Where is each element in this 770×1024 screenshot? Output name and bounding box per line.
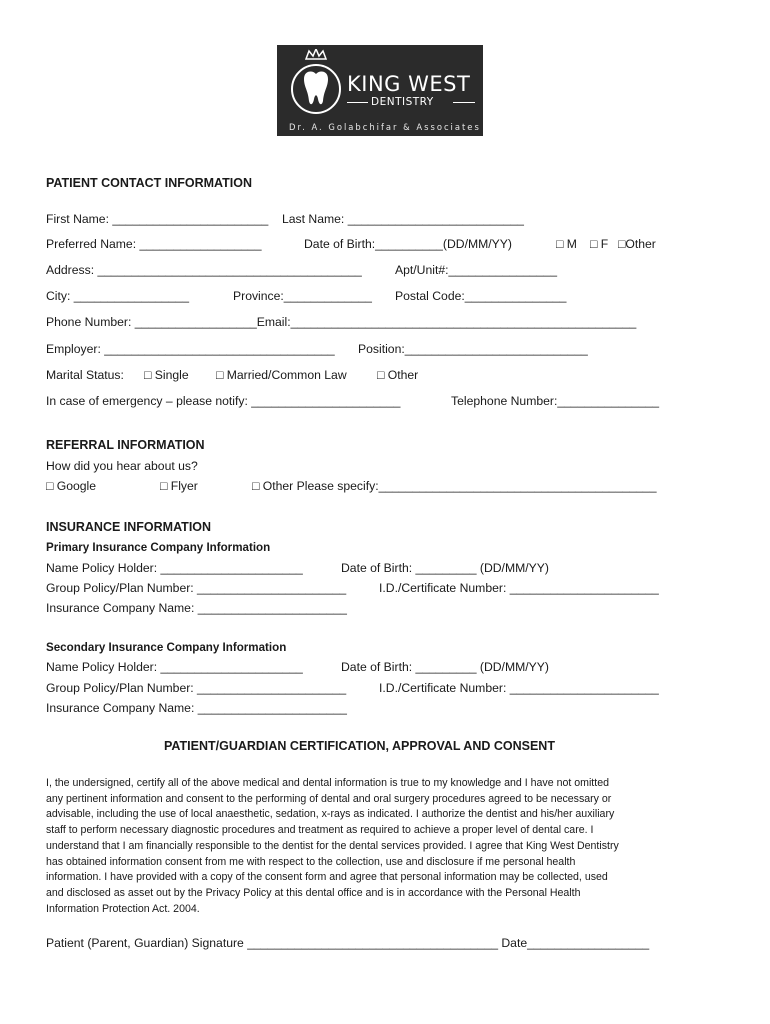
province-field[interactable]: Province:_____________ [233,289,372,303]
phone-email-field[interactable]: Phone Number: __________________Email:___________________________________________________ [46,315,637,329]
primary-group-field[interactable]: Group Policy/Plan Number: ______________________ [46,581,347,595]
consent-heading: PATIENT/GUARDIAN CERTIFICATION, APPROVAL AND CONSENT [164,739,555,753]
consent-line: advisable, including the use of local anaesthetic, sedation, x-rays as indicated. I authorize the dentist and his/her auxiliary [46,808,615,821]
city-field[interactable]: City: _________________ [46,289,189,303]
primary-dob-field[interactable]: Date of Birth: _________ (DD/MM/YY) [341,561,549,575]
primary-insurance-heading: Primary Insurance Company Information [46,541,271,554]
sex-m-checkbox[interactable]: □ M [556,237,577,251]
consent-line: Information Protection Act. 2004. [46,902,200,915]
married-checkbox[interactable]: □ Married/Common Law [216,368,347,382]
insurance-heading: INSURANCE INFORMATION [46,520,212,534]
logo-associates: Dr. A. Golabchifar & Associates [289,122,481,132]
logo-sub: DENTISTRY [371,96,434,108]
consent-paragraph [46,776,686,917]
emergency-contact-field[interactable]: In case of emergency – please notify: ______________________ [46,394,401,408]
tooth-crown-icon [285,49,347,117]
apt-field[interactable]: Apt/Unit#:________________ [395,263,557,277]
logo-brand: KING WEST [347,72,471,96]
consent-line: any pertinent information and consent to the performing of dental and oral surgery procedures agreed to be necessary or [46,792,612,805]
dob-field[interactable]: Date of Birth:__________(DD/MM/YY) [304,237,512,251]
flyer-checkbox[interactable]: □ Flyer [160,479,198,493]
primary-certificate-field[interactable]: I.D./Certificate Number: ______________________ [379,581,659,595]
clinic-logo [277,45,483,136]
marital-status-label: Marital Status: [46,368,124,382]
sex-f-checkbox[interactable]: □ F [590,237,609,251]
referral-heading: REFERRAL INFORMATION [46,438,205,452]
consent-line: staff to perform necessary diagnostic procedures and treatment as required to achieve a proper level of dental care. I [46,824,594,837]
contact-heading: PATIENT CONTACT INFORMATION [46,176,252,190]
google-checkbox[interactable]: □ Google [46,479,97,493]
address-field[interactable]: Address: _______________________________________ [46,263,362,277]
preferred-name-field[interactable]: Preferred Name: __________________ [46,237,262,251]
secondary-dob-field[interactable]: Date of Birth: _________ (DD/MM/YY) [341,660,549,674]
telephone-field[interactable]: Telephone Number:_______________ [451,394,660,408]
consent-line: has obtained information consent from me with respect to the collection, use and disclosure if me personal health [46,855,576,868]
secondary-holder-field[interactable]: Name Policy Holder: _____________________ [46,660,303,674]
referral-question: How did you hear about us? [46,459,198,473]
secondary-certificate-field[interactable]: I.D./Certificate Number: ______________________ [379,681,659,695]
primary-company-field[interactable]: Insurance Company Name: ______________________ [46,601,347,615]
secondary-insurance-heading: Secondary Insurance Company Information [46,641,287,654]
sex-other-checkbox[interactable]: □Other [618,237,656,251]
first-name-field[interactable]: First Name: _______________________ [46,212,269,226]
consent-line: information. I have provided with a copy of the consent form and agree that personal information may be collected, used [46,871,608,884]
postal-code-field[interactable]: Postal Code:_______________ [395,289,567,303]
referral-other-field[interactable]: □ Other Please specify:_________________________________________ [252,479,657,493]
employer-field[interactable]: Employer: __________________________________ [46,342,335,356]
signature-field[interactable]: Patient (Parent, Guardian) Signature _____________________________________ Date__________________ [46,936,650,950]
consent-line: understand that I am financially responsible to the dentist for the dental services provided. I agree that King West Dentistry [46,839,619,852]
logo-divider [453,102,475,103]
single-checkbox[interactable]: □ Single [144,368,189,382]
consent-line: I, the undersigned, certify all of the above medical and dental information is true to my knowledge and I have not omitted [46,777,609,789]
consent-line: and disclosed as asset out by the Privacy Policy at this dental office and is in accordance with the Personal Health [46,886,581,899]
primary-holder-field[interactable]: Name Policy Holder: _____________________ [46,561,303,575]
position-field[interactable]: Position:___________________________ [358,342,588,356]
logo-divider [347,102,368,103]
secondary-group-field[interactable]: Group Policy/Plan Number: ______________________ [46,681,347,695]
secondary-company-field[interactable]: Insurance Company Name: ______________________ [46,701,347,715]
last-name-field[interactable]: Last Name: __________________________ [282,212,524,226]
marital-other-checkbox[interactable]: □ Other [377,368,419,382]
